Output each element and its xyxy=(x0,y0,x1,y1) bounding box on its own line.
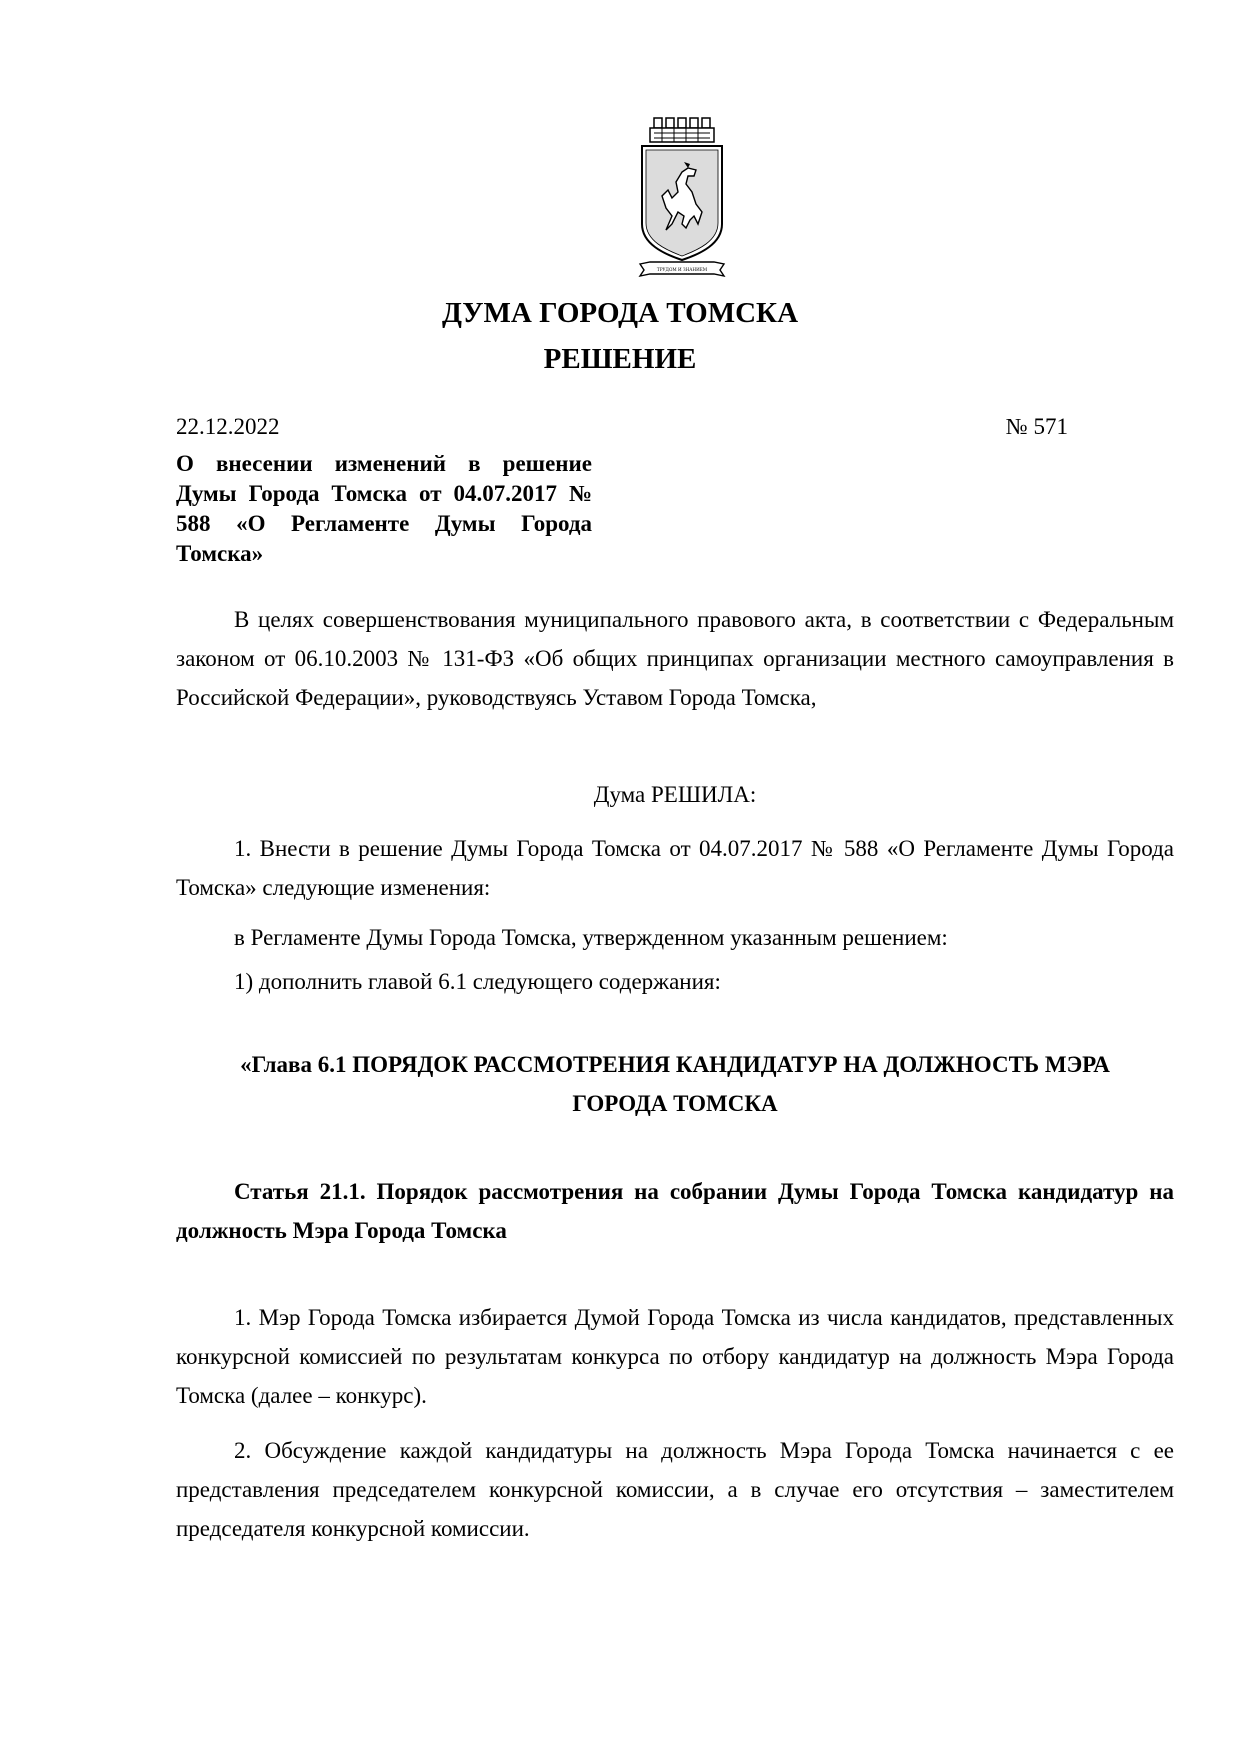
document-subject: О внесении изменений в решение Думы Города Томска от 04.07.2017 № 588 «О Регламенте Думы Города Томска» xyxy=(176,451,592,566)
tomsk-coat-of-arms-icon xyxy=(636,112,728,284)
article-title: Статья 21.1. Порядок рассмотрения на собрании Думы Города Томска кандидатур на должность Мэра Города Томска xyxy=(176,1179,1174,1243)
item-paragraph-3: 1) дополнить главой 6.1 следующего содержания: xyxy=(234,969,721,994)
document-date: 22.12.2022 xyxy=(176,414,280,439)
article-paragraph-1: 1. Мэр Города Томска избирается Думой Города Томска из числа кандидатов, представленных конкурсной комиссией по результатам конкурса по отбору кандидатур на должность Мэра Города Томска (далее – конкурс). xyxy=(176,1305,1174,1408)
organization-title: ДУМА ГОРОДА ТОМСКА xyxy=(441,297,799,329)
document-kind: РЕШЕНИЕ xyxy=(543,343,697,375)
emblem-motto: ТРУДОМ И ЗНАНИЕМ xyxy=(656,267,708,272)
article-paragraph-2: 2. Обсуждение каждой кандидатуры на должность Мэра Города Томска начинается с ее представления председателем конкурсной комиссии, а в случае его отсутствия – заместителем председателя конкурсной комиссии. xyxy=(176,1438,1174,1541)
document-number: № 571 xyxy=(1005,414,1068,439)
preamble-paragraph: В целях совершенствования муниципального правового акта, в соответствии с Федеральным законом от 06.10.2003 № 131-ФЗ «Об общих принципах организации местного самоуправления в Российской Федерации», руководствуясь Уставом Города Томска, xyxy=(176,607,1174,710)
chapter-title: «Глава 6.1 ПОРЯДОК РАССМОТРЕНИЯ КАНДИДАТУР НА ДОЛЖНОСТЬ МЭРА ГОРОДА ТОМСКА xyxy=(240,1052,1110,1116)
item-paragraph-2: в Регламенте Думы Города Томска, утвержденном указанным решением: xyxy=(234,925,948,950)
item-paragraph-1: 1. Внести в решение Думы Города Томска от 04.07.2017 № 588 «О Регламенте Думы Города Томска» следующие изменения: xyxy=(176,836,1174,900)
decision-line: Дума РЕШИЛА: xyxy=(593,782,757,807)
